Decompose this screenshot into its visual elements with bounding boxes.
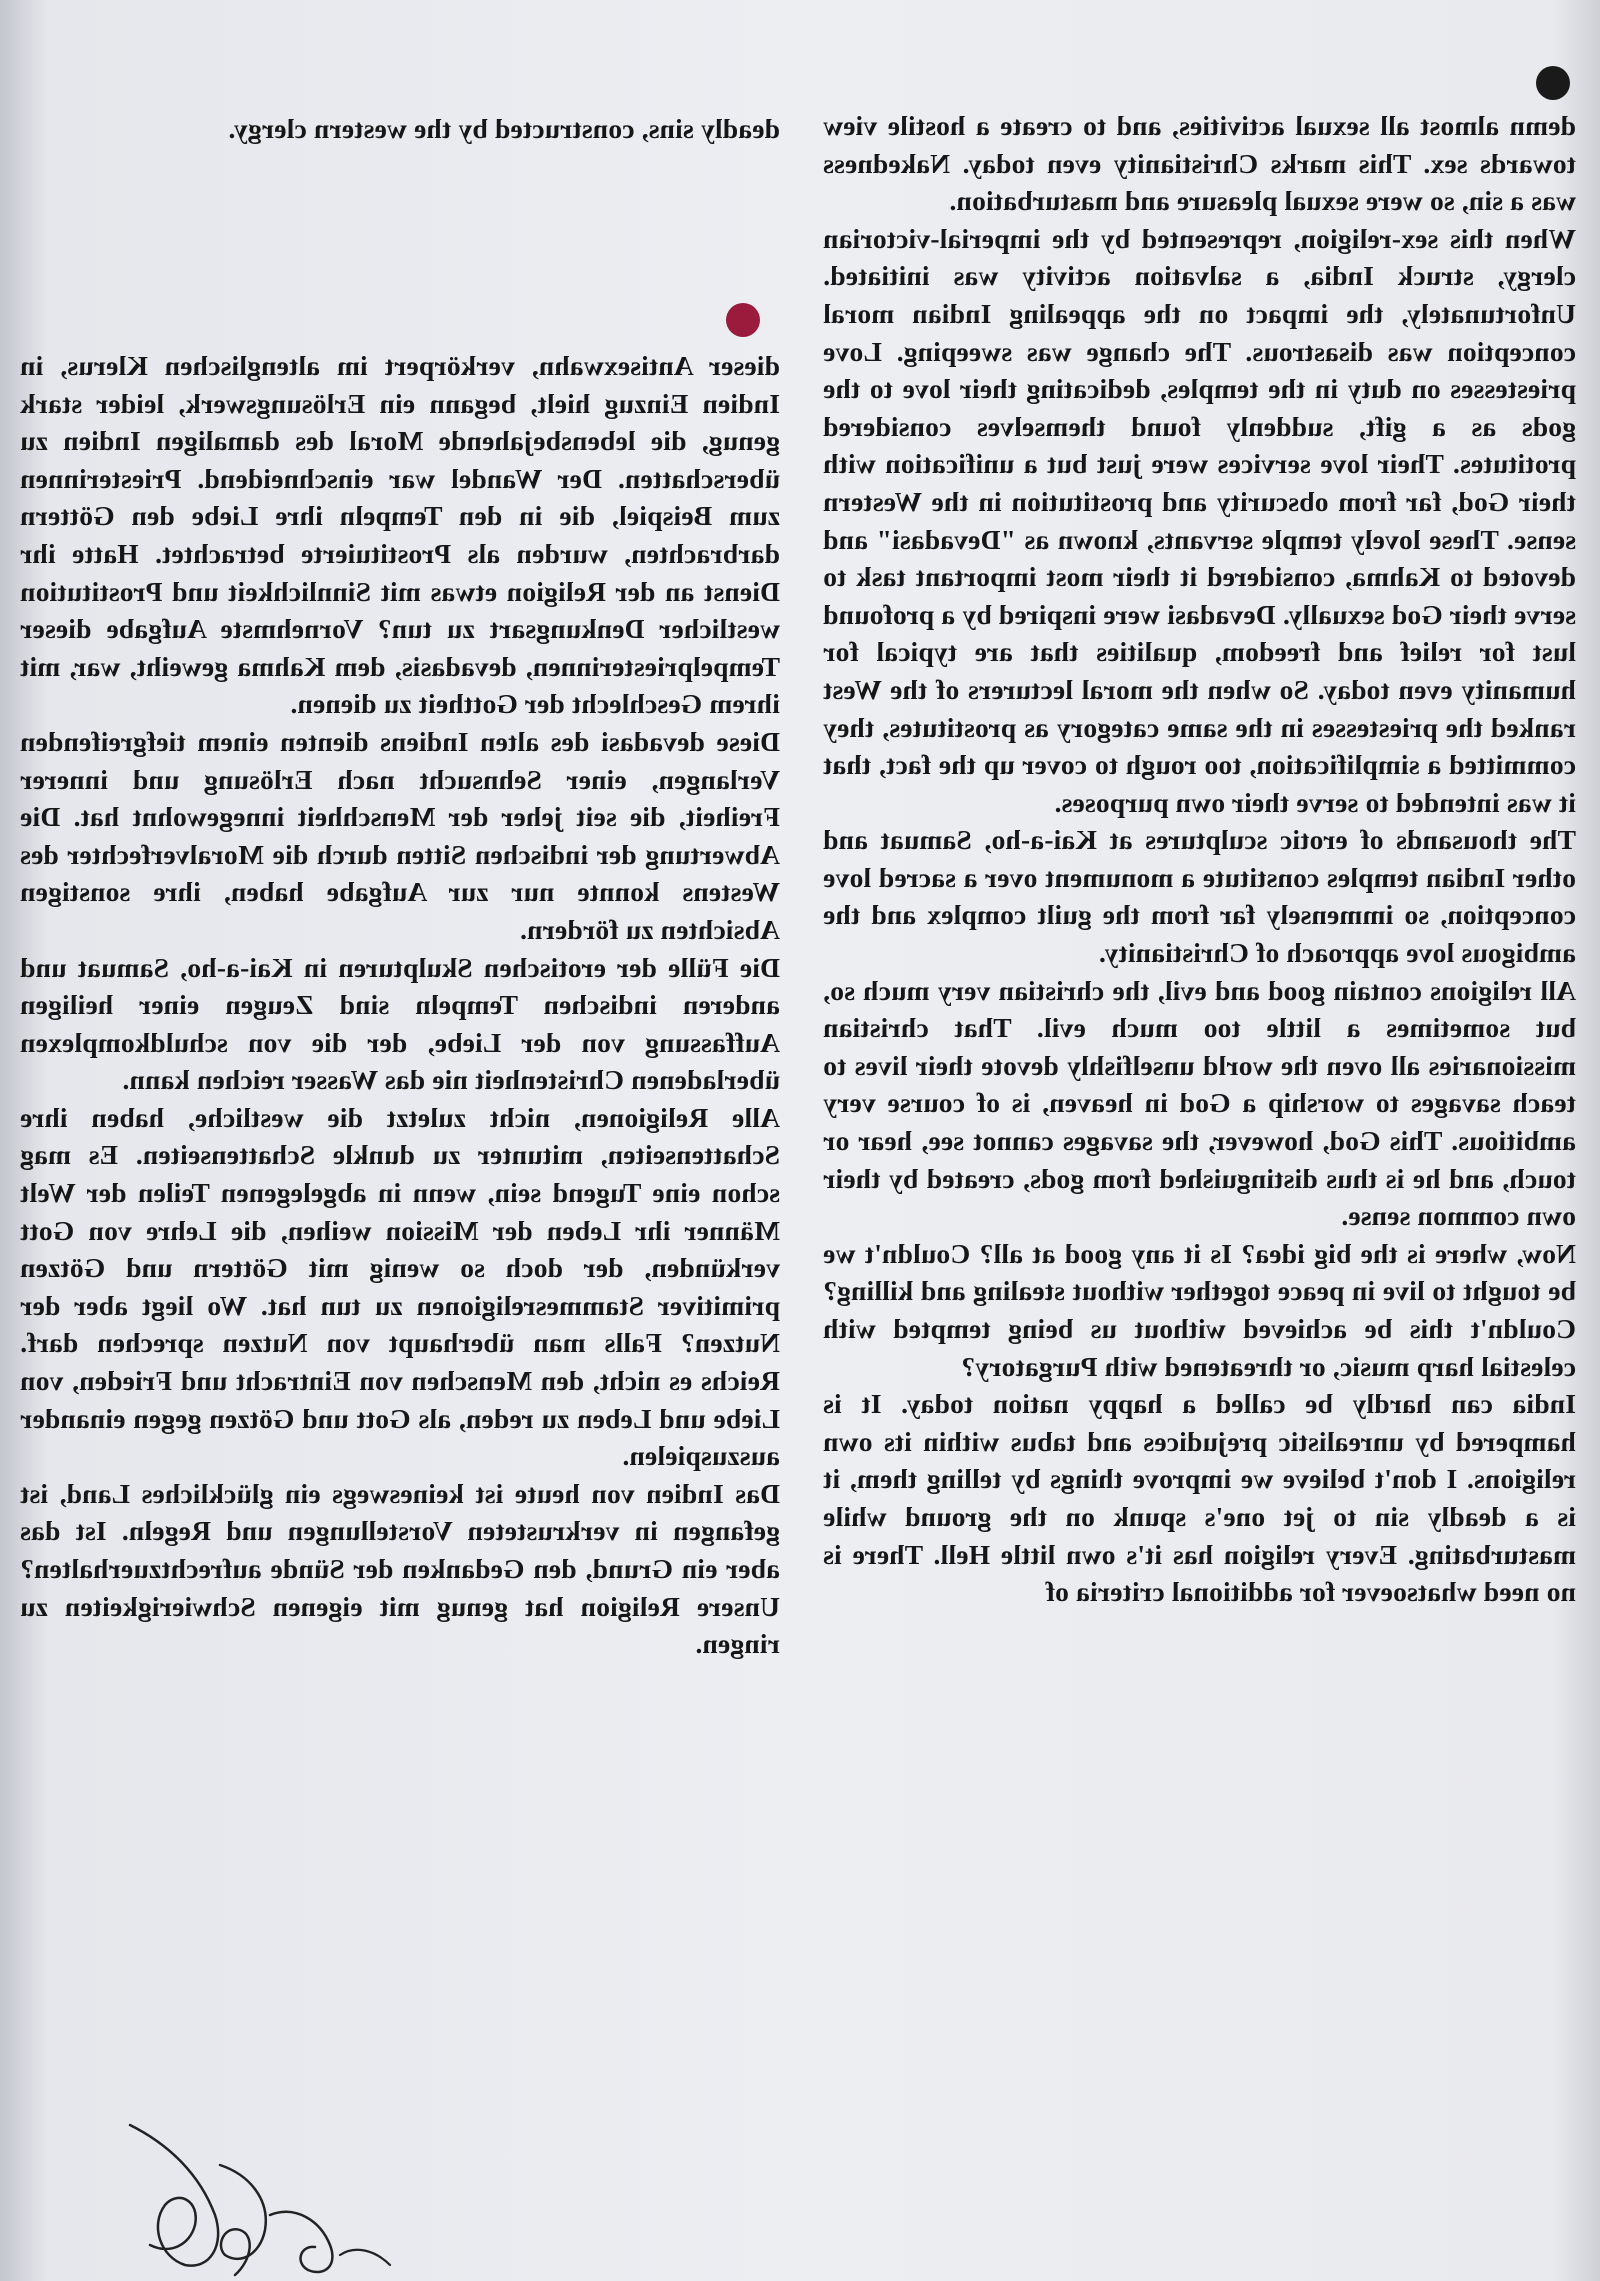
english-column — [823, 107, 1576, 1611]
german-paragraph: Das Indien von heute ist keineswegs ein glückliches Land, ist gefangen in verkrusteten Vorstellungen und Regeln. Ist das aber ein Grund, den Gedanken der Sünde aufrechtzuerhalten? Unsere Religion hat genug mit eigenen Schwierigkeiten zu ringen. — [20, 1477, 780, 1660]
english-paragraph: All religions contain good and evil, the christian very much so, but sometimes a little too much evil. That christian missionaries all oven the world unselfishly devote their lives to teach savages to worship a God in heaven, is of course very ambitious. This God, however, the savages cannot see, hear or touch, and he is thus distinguished from gods, created by their own common sense. — [823, 974, 1576, 1232]
english-paragraph: The thousands of erotic sculptures at Kai-a-ho, Samuat and other Indian temples constitute a monument over a sacred love conception, so immensely far from the guilt complex and the ambigous love approach of Christianity. — [823, 824, 1576, 969]
handwritten-signature-icon — [100, 2105, 400, 2281]
german-paragraph: Alle Religionen, nicht zuletzt die westliche, haben ihre Schattenseiten, mitunter zu dunkle Schattenseiten. Es mag schon eine Tugend sein, wenn in abgelegenen Teilen der Welt Männer ihr Leben der Mission weihen, die Lehre von Gott verkünden, der doch so wenig mit Göttern und Götzen primitiver Stammesreligionen zu tun hat. Wo liegt aber der Nutzen? Falls man überhaupt von Nutzen sprechen darf. Reichs es nicht, den Menschen von Eintracht und Frieden, von Liebe und Leben zu reden, als Gott und Götzen gegen einander auszuspielen. — [20, 1101, 780, 1472]
english-paragraph: When this sex-religion, represented by the imperial-victorian clergy, struck India, a salvation activity was initiated. Unfortunately, the impact on the appealing Indian moral conception was disastrous. The change was sweeping. Love priestesses on duty in the temples, dedicating their love to the gods as a gift, suddenly found themselves considered protitutes. Their love services were just but a unification with their God, far from obscurity and prostitution in the Western sense. These lovely temple servants, known as "Devadasi" and devoted to Kahma, considered it their most important task to serve their God sexually. Devadasi were inspired by a profound lust for relief and freedom, qualities that are typical for humanity even today. So when the moral lecturers of the West ranked the priestesses in the same category as prostitutes, they committed a simplification, too rough to cover up the fact, that it was intended to serve their own purposes. — [823, 222, 1576, 818]
english-paragraph: Now, where is the big idea? Is it any good at all? Couldn't we be tought to live in peace together without stealing and killing?Couldn't this be achieved without us being tempted with celestial harp music, or threatened with Purgatory? — [823, 1237, 1576, 1382]
german-paragraph: Diese devadasi des alten Indiens dienten einem tiefgreifenden Verlangen, einer Sehnsucht nach Erlösung und innerer Freiheit, die seit jeher der Menschheit innegewohnt hat. Die Abwertung der indischen Sitten durch die Moralverfechter des Westens konnte nur zur Aufgabe haben, ihre sonstigen Absichten zu fördern. — [20, 725, 780, 945]
red-dot-marker — [726, 303, 760, 337]
black-dot-marker — [1536, 66, 1570, 100]
english-paragraph: demn almost all sexual activities, and to create a hostile view towards sex. This marks Christianity even today. Nakedness was a sin, so were sexual pleasure and masturbation. — [823, 110, 1576, 217]
german-column — [20, 347, 780, 1663]
english-paragraph: India can hardly be called a happy nation today. It is hampered by unrealistic prejudices and tabus within its own religions. I don't believe we improve things by telling them, it is a deadly sin to jet one's spunk on the ground while masturbating. Every religion has it's own little Hell. There is no need whatsoever for additional criteria of — [823, 1388, 1576, 1608]
german-paragraph: dieser Antisexwahn, verkörpert im altenglischen Klerus, in Indien Einzug hielt, begann ein Erlösungswerk, leider stark genug, die lebensbejahende Moral des damaligen Indien zu überschatten. Der Wandel war einschneidend. Priesterinnen zum Beispiel, die in den Tempeln ihre Liebe den Göttern darbrachten, wurden als Prostituierte betrachtet. Hatte ihr Dienst an der Religion etwas mit Sinnlichkeit und Prostitution westlicher Denkungsart zu tun? Vornehmste Aufgabe dieser Tempelpriesterinnen, devadasis, dem Kahma geweiht, war, mit ihrem Geschlecht der Gottheit zu dienen. — [20, 350, 780, 720]
english-continuation — [20, 110, 780, 148]
english-continuation-text: deadly sins, constructed by the western clergy. — [228, 113, 780, 144]
german-paragraph: Die Fülle der erotischen Skulpturen in Kai-a-ho, Samuat und anderen indischen Tempeln sind Zeugen einer heiligen Auffassung von der Liebe, der die von schuldkomplexen überladenen Christenheit nie das Wasser reichen kann. — [20, 951, 780, 1096]
